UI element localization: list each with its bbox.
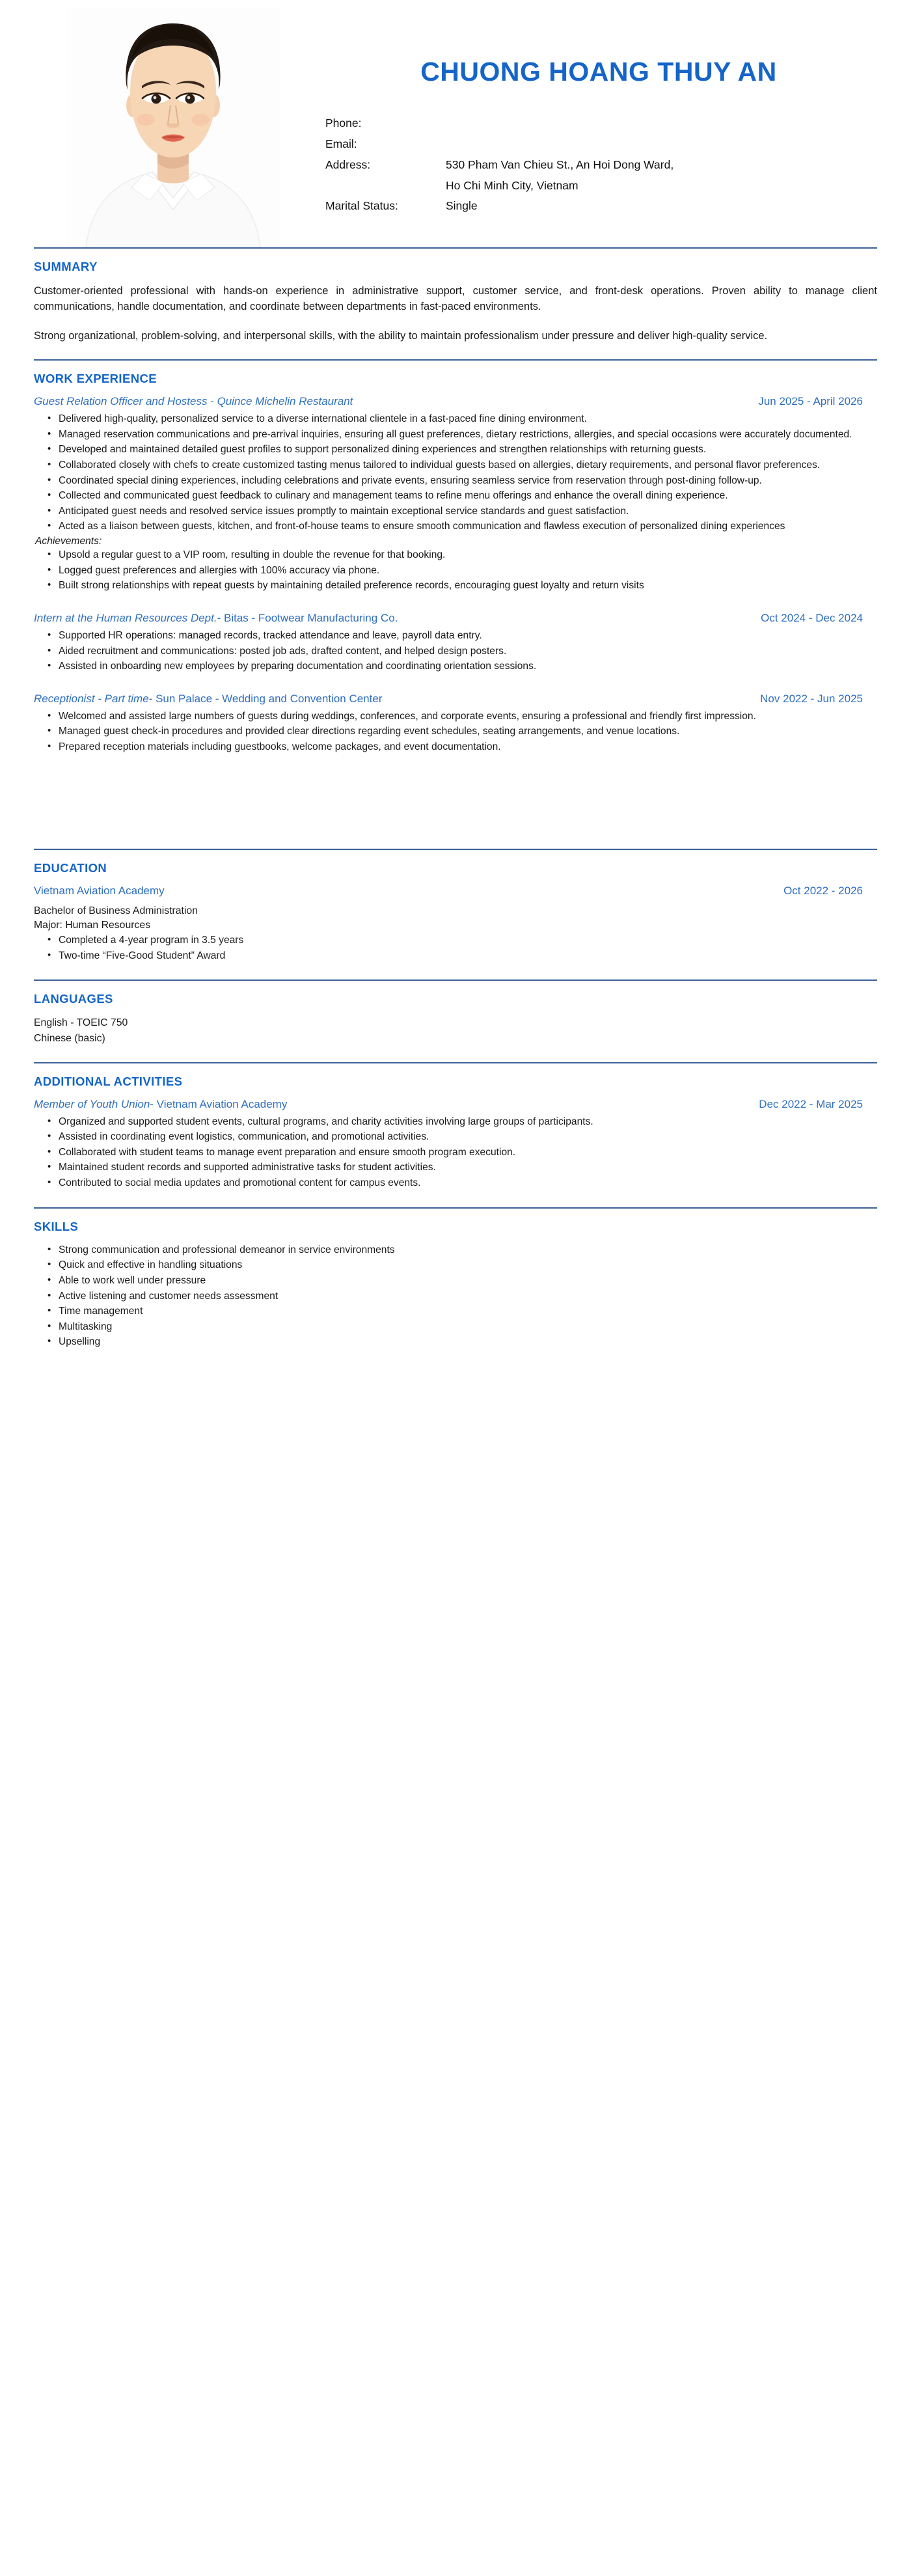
experience-organization: - Sun Palace - Wedding and Convention Center	[148, 692, 383, 705]
activity-organization: - Vietnam Aviation Academy	[150, 1097, 288, 1110]
list-item: • Assisted in onboarding new employees by preparing documentation and coordinating orientation sessions.	[59, 659, 877, 674]
list-item: • Upsold a regular guest to a VIP room, resulting in double the revenue for that booking.	[59, 548, 877, 563]
list-item: • Able to work well under pressure	[59, 1274, 877, 1289]
section-heading-languages: LANGUAGES	[34, 992, 113, 1006]
section-divider-languages	[34, 980, 877, 981]
section-work-experience	[0, 372, 911, 754]
spacer	[0, 344, 911, 359]
activity-date-range: Dec 2022 - Mar 2025	[759, 1097, 863, 1110]
list-item: • Assisted in coordinating event logistics, communication, and promotional activities.	[59, 1130, 877, 1145]
contact-row	[325, 115, 673, 136]
list-item: • Two-time “Five-Good Student” Award	[59, 949, 877, 964]
activity-bullet-list	[34, 1115, 877, 1191]
section-divider-skills	[34, 1207, 877, 1209]
contact-value-email	[446, 136, 673, 157]
experience-bullet-list	[34, 629, 877, 674]
experience-entry	[34, 395, 877, 594]
contact-label-marital-status: Marital Status:	[325, 199, 398, 213]
contact-label-blank	[325, 178, 446, 199]
experience-date-range: Oct 2024 - Dec 2024	[761, 611, 863, 624]
list-item: • Time management	[59, 1304, 877, 1319]
achievements-bullet-list	[34, 548, 877, 594]
experience-job-title: Receptionist - Part time	[34, 692, 149, 705]
list-item: • Delivered high-quality, personalized service to a diverse international clientele in a fast-paced fine dining environment.	[59, 412, 877, 427]
section-skills	[0, 1220, 911, 1350]
section-languages	[0, 992, 911, 1046]
list-item: • Contributed to social media updates and promotional content for campus events.	[59, 1176, 877, 1191]
contact-row	[325, 136, 673, 157]
spacer	[0, 964, 911, 980]
contact-label-phone: Phone:	[325, 116, 362, 130]
section-additional-activities	[0, 1075, 911, 1191]
list-item: • Managed guest check-in procedures and provided clear directions regarding event schedules, seating arrangements, and venue locations.	[59, 724, 877, 739]
list-item: • Welcomed and assisted large numbers of guests during weddings, conferences, and corporate events, ensuring a professional and friendly first impression.	[59, 709, 877, 724]
language-item: Chinese (basic)	[34, 1032, 105, 1044]
section-divider-work-experience	[34, 359, 877, 361]
list-item: • Upselling	[59, 1335, 877, 1350]
section-heading-work-experience: WORK EXPERIENCE	[34, 372, 157, 386]
contact-value-address-line2: Ho Chi Minh City, Vietnam	[446, 178, 578, 192]
education-degree: Bachelor of Business Administration	[34, 905, 198, 916]
spacer	[0, 1047, 911, 1062]
contact-row	[325, 198, 673, 219]
activity-role-title: Member of Youth Union	[34, 1097, 150, 1110]
experience-bullet-list	[34, 412, 877, 534]
contact-row	[325, 157, 673, 178]
experience-date-range: Jun 2025 - April 2026	[758, 395, 863, 408]
achievements-label: Achievements:	[35, 536, 102, 547]
spacer	[34, 677, 877, 692]
experience-entry	[34, 612, 877, 674]
list-item: • Logged guest preferences and allergies with 100% accuracy via phone.	[59, 564, 877, 579]
experience-entry-header	[34, 395, 877, 408]
section-divider-education	[34, 849, 877, 850]
list-item: • Strong communication and professional demeanor in service environments	[59, 1243, 877, 1258]
education-date-range: Oct 2022 - 2026	[783, 884, 863, 897]
list-item: • Active listening and customer needs assessment	[59, 1289, 877, 1304]
list-item: • Developed and maintained detailed guest profiles to support personalized dining experiences and strengthen relationships with returning guests.	[59, 443, 877, 458]
list-item: • Anticipated guest needs and resolved service issues promptly to maintain exceptional service standards and guest satisfaction.	[59, 504, 877, 519]
section-heading-education: EDUCATION	[34, 860, 107, 875]
section-divider-summary	[34, 247, 877, 249]
contact-details	[325, 115, 673, 219]
list-item: • Multitasking	[59, 1320, 877, 1335]
summary-paragraph: Customer-oriented professional with hands-on experience in administrative support, customer service, and front-desk operations. Proven ability to manage client communications, handle documentation, and coordinate between departments in fast-paced environments.	[34, 285, 877, 313]
experience-entry-header	[34, 612, 877, 625]
list-item: • Supported HR operations: managed records, tracked attendance and leave, payroll data entry.	[59, 629, 877, 644]
contact-value-phone	[446, 115, 673, 136]
section-heading-additional-activities: ADDITIONAL ACTIVITIES	[34, 1074, 183, 1088]
experience-entry-header	[34, 692, 877, 706]
education-major: Major: Human Resources	[34, 920, 151, 931]
portrait-photo-image	[66, 8, 280, 247]
page-title: CHUONG HOANG THUY AN	[420, 57, 777, 87]
spacer	[0, 758, 911, 849]
section-divider-additional-activities	[34, 1062, 877, 1063]
experience-date-range: Nov 2022 - Jun 2025	[760, 692, 863, 705]
list-item: • Prepared reception materials including guestbooks, welcome packages, and event documentation.	[59, 740, 877, 755]
list-item: • Aided recruitment and communications: posted job ads, drafted content, and helped design posters.	[59, 644, 877, 659]
section-education	[0, 861, 911, 964]
summary-paragraph: Strong organizational, problem-solving, and interpersonal skills, with the ability to maintain professionalism under pressure and deliver high-quality service.	[34, 329, 768, 342]
list-item: • Managed reservation communications and pre-arrival inquiries, ensuring all guest preferences, dietary restrictions, allergies, and special occasions were accurately documented.	[59, 428, 877, 443]
activity-entry-header	[34, 1098, 877, 1111]
contact-value-marital-status: Single	[446, 199, 478, 213]
portrait-photo	[66, 8, 280, 247]
experience-bullet-list	[34, 709, 877, 755]
resume-header	[0, 0, 911, 247]
list-item: • Acted as a liaison between guests, kitchen, and front-of-house teams to ensure smooth communication and flawless execution of personalized dining experiences	[59, 519, 877, 534]
spacer	[34, 596, 877, 612]
spacer	[0, 1192, 911, 1207]
experience-entry	[34, 692, 877, 755]
header-text-block	[306, 0, 891, 247]
experience-job-title: Intern at the Human Resources Dept.	[34, 611, 217, 624]
education-entry-header	[34, 884, 877, 897]
contact-row	[325, 178, 673, 199]
experience-job-title: Guest Relation Officer and Hostess - Quince Michelin Restaurant	[34, 395, 353, 408]
list-item: • Coordinated special dining experiences, including celebrations and private events, ensuring seamless service from reservation through post-dining follow-up.	[59, 474, 877, 489]
section-heading-skills: SKILLS	[34, 1219, 79, 1233]
contact-label-email: Email:	[325, 137, 357, 150]
contact-label-address: Address:	[325, 158, 371, 171]
education-bullet-list	[34, 933, 877, 963]
education-school-name: Vietnam Aviation Academy	[34, 884, 165, 897]
list-item: • Maintained student records and supported administrative tasks for student activities.	[59, 1160, 877, 1175]
list-item: • Quick and effective in handling situations	[59, 1258, 877, 1273]
list-item: • Collaborated closely with chefs to create customized tasting menus tailored to individual guests based on allergies, dietary requirements, and personal flavor preferences.	[59, 458, 877, 473]
list-item: • Organized and supported student events, cultural programs, and charity activities involving large groups of participants.	[59, 1115, 877, 1130]
list-item: • Collaborated with student teams to manage event preparation and ensure smooth program execution.	[59, 1145, 877, 1160]
section-heading-summary: SUMMARY	[34, 260, 98, 273]
skills-bullet-list	[34, 1243, 877, 1350]
experience-organization: - Bitas - Footwear Manufacturing Co.	[217, 611, 398, 624]
list-item: • Collected and communicated guest feedback to culinary and management teams to refine menu offerings and enhance the overall dining experience.	[59, 489, 877, 504]
contact-value-address-line1: 530 Pham Van Chieu St., An Hoi Dong Ward,	[446, 158, 674, 171]
list-item: • Completed a 4-year program in 3.5 years	[59, 933, 877, 948]
language-item: English - TOEIC 750	[34, 1017, 128, 1029]
list-item: • Built strong relationships with repeat guests by maintaining detailed preference records, encouraging guest loyalty and return visits	[59, 579, 877, 594]
section-summary	[0, 260, 911, 344]
